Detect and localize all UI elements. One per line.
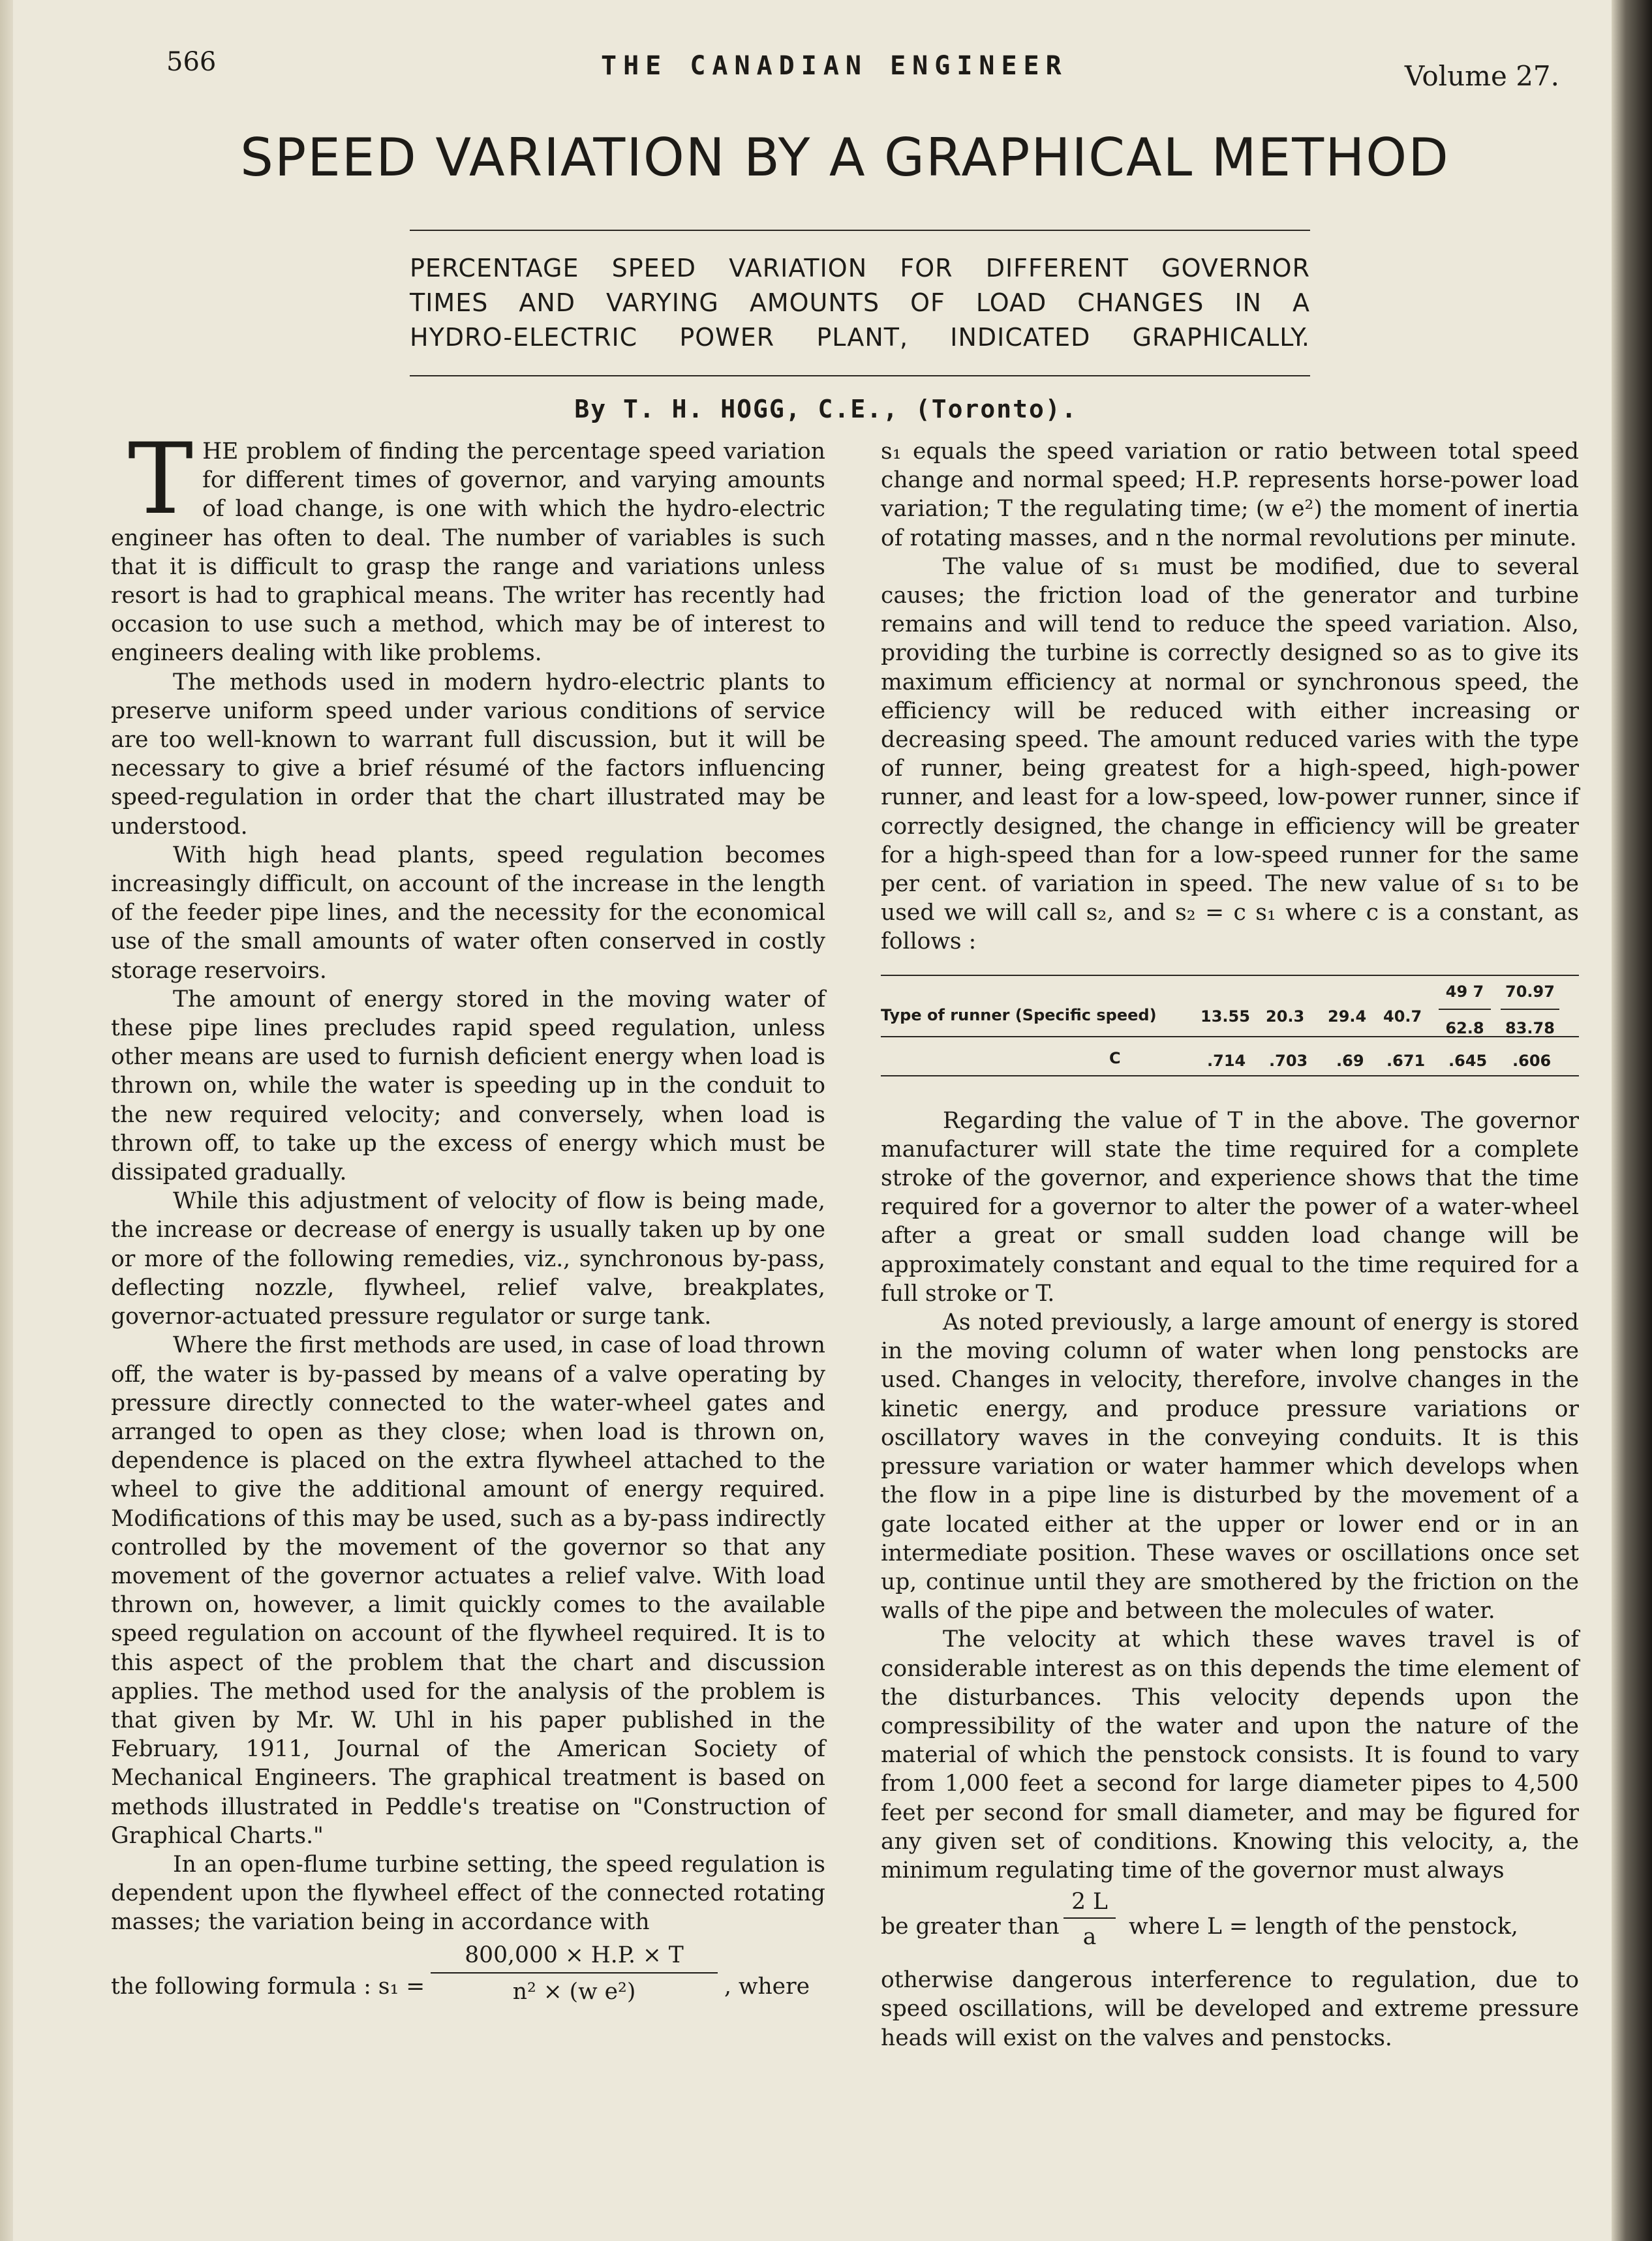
formula-trail: , where [724,1973,810,2000]
rule-top [410,230,1310,231]
table-cell: 29.4 [1328,1007,1367,1026]
paragraph: Regarding the value of T in the above. The governor manufacturer will state the time required for a complete stroke of the governor, and experience shows that the time required for a governor to alter the power of a water-wheel after a great or small sudden load change will be approximately constant and equal to the time required for a full stroke or T. [881,1107,1579,1307]
paragraph: The velocity at which these waves travel is of considerable interest as on this depends the time element of the disturbances. This velocity depends upon the compressibility of the water and upon the nature of the material of which the penstock consists. It is found to vary from 1,000 feet a second for large diameter pipes to 4,500 feet per second for small diameter, and may be figured for any given set of conditions. Knowing this velocity, a, the minimum regulating time of the governor must always [881,1626,1579,1883]
table-cell: .703 [1269,1051,1308,1070]
formula-numerator: 2 L [1063,1887,1116,1919]
table-cell: .714 [1207,1051,1246,1070]
table-fraction-cell [1439,977,1491,1043]
paragraph-text: HE problem of finding the percentage speed variation for different times of governor, and varying amounts of load change, is one with which the hydro-electric engineer has often to deal. The number of variables is such that it is difficult to grasp the range and variations unless resort is had to graphical means. The writer has recently had occasion to use such a method, which may be of interest to engineers dealing with like problems. [111,438,825,667]
running-head [166,47,1559,93]
formula-fraction [1063,1887,1116,1951]
runner-constant-table [881,963,1579,1087]
paragraph: otherwise dangerous interference to regulation, due to speed oscillations, will be developed and extreme pressure heads will exist on the valves and penstocks. [881,1967,1579,2051]
formula-lead: the following formula : s₁ = [111,1973,425,2000]
fraction-bottom: 62.8 [1445,1018,1484,1037]
article-subtitle [410,251,1310,355]
fraction-top: 49 7 [1439,977,1491,1010]
paragraph: With high head plants, speed regulation becomes increasingly difficult, on account of the increase in the length of the feeder pipe lines, and the necessity for the economical use of the small amounts of water often conserved in costly storage reservoirs. [111,842,825,984]
byline: By T. H. HOGG, C.E., (Toronto). [574,395,1078,423]
paragraph: While this adjustment of velocity of flow is being made, the increase or decrease of energy is usually taken up by one or more of the following remedies, viz., synchronous by-pass, deflecting nozzle, flywheel, relief valve, breakplates, governor-actuated pressure regulator or surge tank. [111,1188,825,1330]
formula-denominator: a [1082,1924,1097,1951]
table-cell: .671 [1386,1051,1426,1070]
drop-cap: T [128,423,194,536]
paragraph: The methods used in modern hydro-electric plants to preserve uniform speed under various conditions of service are too well-known to warrant full discussion, but it will be necessary to give a brief résumé of the factors influencing speed-regulation in order that the chart illustrated may be understood. [111,669,825,840]
right-column [881,437,1579,2052]
paragraph: Where the first methods are used, in case of load thrown off, the water is by-passed by means of a valve operating by pressure directly connected to the water-wheel gates and arranged to open as they close; when load is thrown on, dependence is placed on the extra flywheel attached to the wheel to give the additional amount of energy required. Modifications of this may be used, such as a by-pass indirectly controlled by the movement of the governor so that any movement of the governor actuates a relief valve. With load thrown on, however, a limit quickly comes to the available speed regulation on account of the flywheel required. It is to this aspect of the problem that the chart and discussion applies. The method used for the analysis of the problem is that given by Mr. W. Uhl in his paper published in the February, 1911, Journal of the American Society of Mechanical Engineers. The graphical treatment is based on methods illustrated in Peddle's treatise on "Construction of Graphical Charts." [111,1332,825,1849]
paragraph: The value of s₁ must be modified, due to several causes; the friction load of the generator and turbine remains and will tend to reduce the speed variation. Also, providing the turbine is correctly designed so as to give its maximum efficiency at normal or synchronous speed, the efficiency will be reduced with either increasing or decreasing speed. The amount reduced varies with the type of runner, being greatest for a high-speed, high-power runner, and least for a low-speed, low-power runner, since if correctly designed, the change in efficiency will be greater for a high-speed than for a low-speed runner for the same per cent. of variation in speed. The new value of s₁ to be used we will call s₂, and s₂ = c s₁ where c is a constant, as follows : [881,553,1579,955]
subtitle-line-3: HYDRO-ELECTRIC POWER PLANT, INDICATED GRAPHICALLY. [410,323,1310,352]
left-column [111,423,825,2032]
paragraph [111,423,825,668]
formula-lead: be greater than [881,1913,1060,1940]
subtitle-line-2: TIMES AND VARYING AMOUNTS OF LOAD CHANGES IN A [410,288,1310,317]
formula-fraction [431,1941,718,2006]
penstock-time-formula [881,1887,1579,1966]
paragraph: As noted previously, a large amount of energy is stored in the moving column of water when long penstocks are used. Changes in velocity, therefore, involve changes in the kinetic energy, and produce pressure variations or oscillatory waves in the conveying conduits. It is this pressure variation or water hammer which develops when the flow in a pipe line is disturbed by the movement of a gate located either at the upper or lower end or in an intermediate position. These waves or oscillations once set up, continue until they are smothered by the friction on the walls of the pipe and between the molecules of water. [881,1309,1579,1624]
paragraph: s₁ equals the speed variation or ratio between total speed change and normal speed; H.P. represents horse-power load variation; T the regulating time; (w e²) the moment of inertia of rotating masses, and n the normal revolutions per minute. [881,438,1579,551]
table-cell: 13.55 [1201,1007,1250,1026]
formula-trail: where L = length of the penstock, [1129,1913,1518,1940]
page-left-edge [0,0,14,2241]
page-number: 566 [166,47,217,77]
table-cell: .69 [1336,1051,1364,1070]
formula-numerator: 800,000 × H.P. × T [431,1941,718,1974]
paragraph: In an open-flume turbine setting, the speed regulation is dependent upon the flywheel effect of the connected rotating masses; the variation being in accordance with [111,1851,825,1936]
table-fraction-cell [1501,977,1559,1043]
rule-bottom [410,375,1310,376]
speed-variation-formula [111,1941,825,2032]
book-spine-shadow [1612,0,1652,2241]
volume-label: Volume 27. [1404,60,1559,92]
fraction-bottom: 83.78 [1505,1018,1555,1037]
paragraph: The amount of energy stored in the moving water of these pipe lines precludes rapid speed regulation, unless other means are used to furnish deficient energy when load is thrown on, while the water is speeding up in the conduit to the new required velocity; and conversely, when load is thrown off, to take up the excess of energy which must be dissipated gradually. [111,986,825,1186]
journal-title: THE CANADIAN ENGINEER [601,51,1068,81]
article-title: SPEED VARIATION BY A GRAPHICAL METHOD [240,127,1450,188]
table-c-label: C [1109,1048,1121,1067]
subtitle-line-1: PERCENTAGE SPEED VARIATION FOR DIFFERENT GOVERNOR [410,254,1310,282]
table-rule [881,1036,1579,1037]
table-cell: 40.7 [1383,1007,1422,1026]
table-rule [881,975,1579,976]
table-cell: 20.3 [1266,1007,1305,1026]
fraction-top: 70.97 [1501,977,1559,1010]
table-cell: .606 [1512,1051,1552,1070]
table-cell: .645 [1448,1051,1488,1070]
table-row-label: Type of runner (Specific speed) [881,1005,1157,1024]
formula-denominator: n² × (w e²) [512,1978,636,2005]
table-rule [881,1075,1579,1076]
